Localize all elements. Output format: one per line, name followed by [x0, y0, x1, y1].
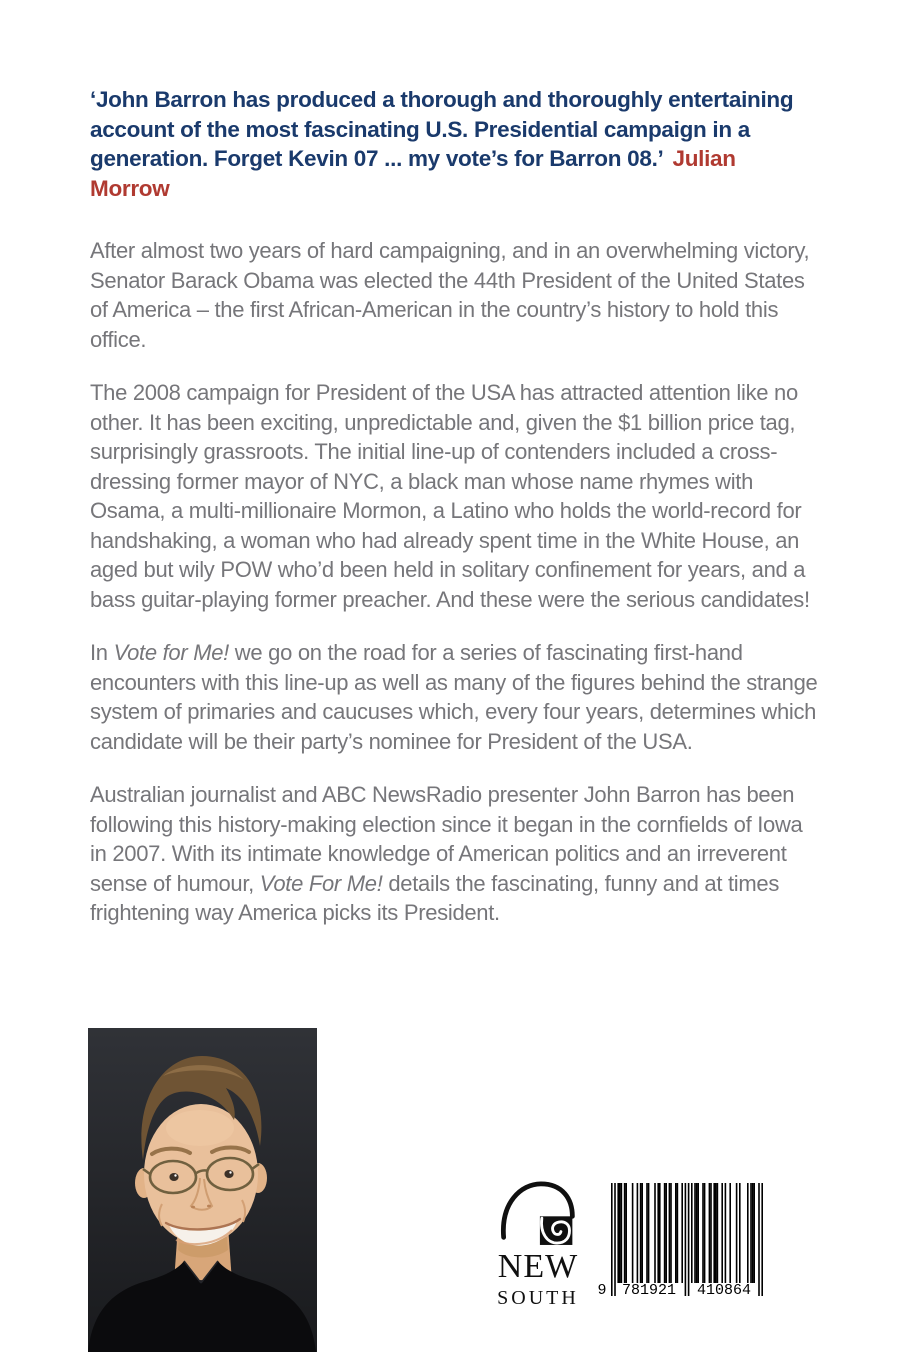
author-portrait-illustration: [88, 1028, 317, 1352]
barcode-digit-group2: 410864: [696, 1282, 751, 1299]
text-run: Vote for Me!: [113, 640, 229, 665]
publisher-name-line2: SOUTH: [497, 1287, 579, 1309]
barcode-digit-group1: 781921: [621, 1282, 676, 1299]
text-run: we go on the road for a series of fascinating first-hand encounters with this line-up as well as many of the figures behind the strange system of primaries and caucuses which, every four years, determines which candidate will be their party’s nominee for President of the USA.: [90, 640, 818, 754]
review-quote: [90, 85, 820, 203]
text-run: In: [90, 640, 114, 665]
author-photo: [88, 1028, 317, 1352]
blurb-paragraph: [90, 780, 820, 928]
blurb-paragraph: [90, 378, 820, 614]
text-run: Australian journalist and ABC NewsRadio presenter John Barron has been following this history-making election since it began in the cornfields of Iowa in 2007. With its intimate knowledge of American politics and an irreverent sense of humour,: [90, 782, 803, 896]
review-quote-text: ‘John Barron has produced a thorough and thoroughly entertaining account of the most fascinating U.S. Presidential campaign in a generation. Forget Kevin 07 ... my vote’s for Barron 08.’: [90, 87, 794, 171]
review-quote-attribution: Julian Morrow: [90, 146, 736, 201]
text-run: Vote For Me!: [259, 870, 383, 896]
blurb-paragraph: [90, 236, 820, 354]
isbn-barcode: [597, 1183, 763, 1305]
publisher-logo: [492, 1178, 584, 1308]
publisher-name-line1: NEW: [497, 1248, 579, 1285]
back-cover-text-column: [90, 85, 820, 928]
text-run: details the fascinating, funny and at times frightening way America picks its President.: [90, 870, 780, 925]
barcode-digit-first: 9: [597, 1282, 607, 1299]
blurb-paragraph: [90, 638, 820, 756]
blurb: [90, 236, 820, 928]
spiral-logo-icon: [492, 1178, 584, 1247]
text-run: The 2008 campaign for President of the USA has attracted attention like no other. It has been exciting, unpredictable and, given the $1 billion price tag, surprisingly grassroots. The initial line-up of contenders included a cross-dressing former mayor of NYC, a black man whose name rhymes with Osama, a multi-millionaire Mormon, a Latino who holds the world-record for handshaking, a woman who had already spent time in the White House, an aged but wily POW who’d been held in solitary confinement for years, and a bass guitar-playing former preacher. And these were the serious candidates!: [90, 380, 810, 612]
text-run: After almost two years of hard campaigning, and in an overwhelming victory, Senator Barack Obama was elected the 44th President of the United States of America – the first African-American in the country’s history to hold this office.: [90, 238, 810, 352]
